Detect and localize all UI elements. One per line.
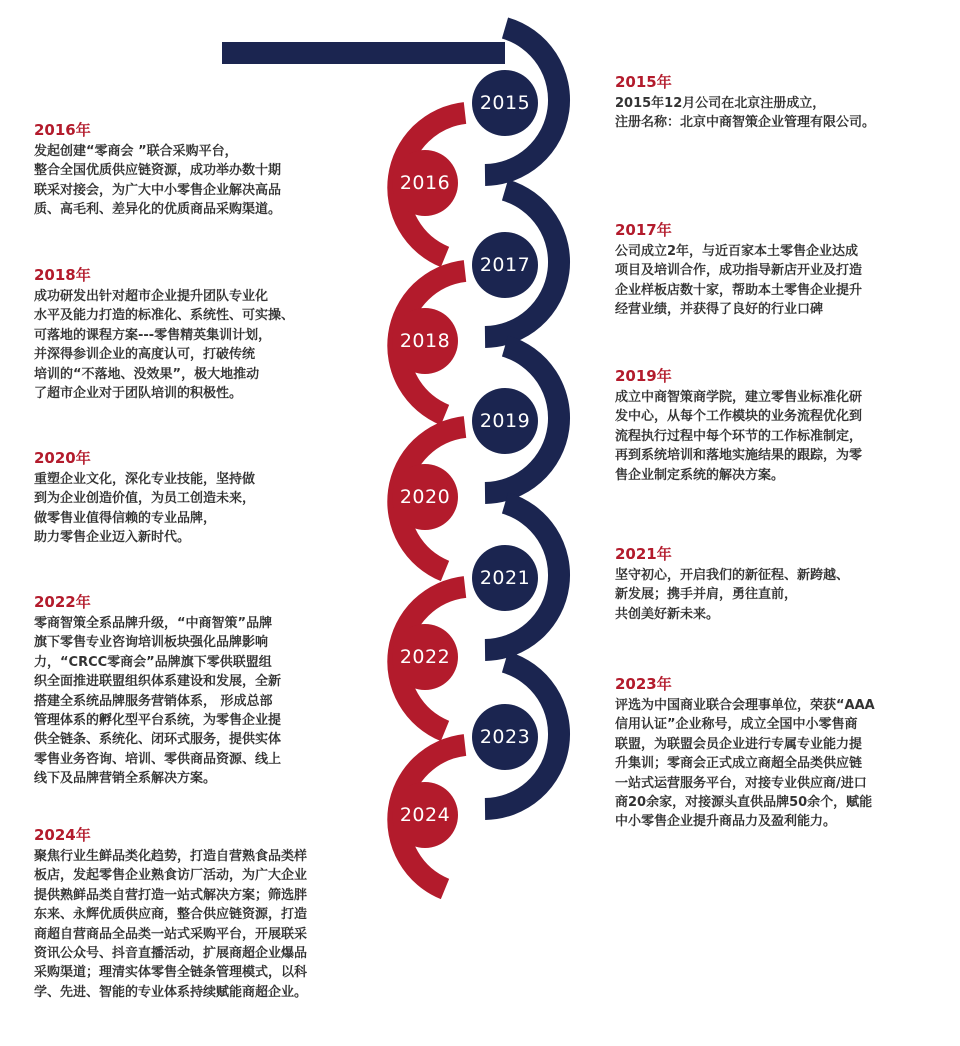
year-node-label: 2018 (399, 330, 451, 352)
milestone-2021 (615, 544, 945, 624)
milestone-2023 (615, 674, 945, 832)
milestone-year: 2015年 (615, 73, 672, 91)
year-node-2018 (392, 308, 458, 374)
year-node-2015 (472, 70, 538, 136)
milestone-2015 (615, 72, 955, 133)
year-node-label: 2023 (479, 726, 531, 748)
year-node-2016 (392, 150, 458, 216)
year-node-2022 (392, 624, 458, 690)
year-node-label: 2024 (399, 804, 451, 826)
milestone-description: 成立中商智策商学院，建立零售业标准化研 发中心，从每个工作模块的业务流程优化到 流程执行过程中每个环节的工作标准制定， 再到系统培训和落地实施结果的跟踪，为零 售企业制定系统的解决方案。 (615, 390, 863, 483)
milestone-description: 重塑企业文化，深化专业技能，坚持做 到为企业创造价值，为员工创造未来， 做零售业值得信赖的专业品牌， 助力零售企业迈入新时代。 (34, 472, 256, 546)
year-node-2024 (392, 782, 458, 848)
year-node-label: 2015 (479, 92, 531, 114)
milestone-2020 (34, 448, 364, 548)
year-node-label: 2016 (399, 172, 451, 194)
milestone-year: 2018年 (34, 266, 91, 284)
milestone-description: 成功研发出针对超市企业提升团队专业化 水平及能力打造的标准化、系统性、可实操、 可落地的课程方案---零售精英集训计划， 并深得参训企业的高度认可，打破传统 培训的“不落地、没效果”，极大地推动 了超市企业对于团队培训的积极性。 (34, 289, 295, 402)
milestone-2019 (615, 366, 945, 485)
year-node-2023 (472, 704, 538, 770)
milestone-description: 公司成立2年，与近百家本土零售企业达成 项目及培训合作，成功指导新店开业及打造 企业样板店数十家，帮助本土零售企业提升 经营业绩，并获得了良好的行业口碑 (615, 244, 863, 318)
milestone-year: 2019年 (615, 367, 672, 385)
year-node-2017 (472, 232, 538, 298)
milestone-description: 坚守初心，开启我们的新征程、新跨越、 新发展；携手并肩，勇往直前， 共创美好新未来。 (615, 568, 850, 622)
milestone-year: 2023年 (615, 675, 672, 693)
year-node-label: 2017 (479, 254, 531, 276)
milestone-description: 评选为中国商业联合会理事单位，荣获“AAA 信用认证”企业称号，成立全国中小零售商 联盟，为联盟会员企业进行专属专业能力提 升集训；零商会正式成立商超全品类供应链 一站式运营服务平台，对接专业供应商/进口 商20余家，对接源头直供品牌50余个，赋能 中小零售企业提升商品力及盈利能力。 (615, 698, 875, 830)
milestone-2016 (34, 120, 364, 220)
milestone-2017 (615, 220, 945, 320)
milestone-description: 发起创建“零商会 ”联合采购平台， 整合全国优质供应链资源，成功举办数十期 联采对接会，为广大中小零售企业解决高品 质、高毛利、差异化的优质商品采购渠道。 (34, 144, 282, 218)
milestone-2018 (34, 265, 364, 403)
year-node-2021 (472, 545, 538, 611)
milestone-year: 2024年 (34, 826, 91, 844)
milestone-2022 (34, 592, 364, 789)
milestone-year: 2017年 (615, 221, 672, 239)
milestone-description: 零商智策全系品牌升级，“中商智策”品牌 旗下零售专业咨询培训板块强化品牌影响 力，“CRCC零商会”品牌旗下零供联盟组 织全面推进联盟组织体系建设和发展，全新 搭建全系统品牌服务营销体系， 形成总部 管理体系的孵化型平台系统，为零售企业提 供全链条、系统化、闭环式服务，提供实体 零售业务咨询、培训、零供商品资源、线上 线下及品牌营销全系解决方案。 (34, 616, 282, 787)
milestone-description: 2015年12月公司在北京注册成立， 注册名称：北京中商智策企业管理有限公司。 (615, 96, 876, 131)
milestone-year: 2016年 (34, 121, 91, 139)
year-node-2019 (472, 388, 538, 454)
milestone-year: 2022年 (34, 593, 91, 611)
year-node-2020 (392, 464, 458, 530)
year-node-label: 2019 (479, 410, 531, 432)
milestone-year: 2020年 (34, 449, 91, 467)
year-node-label: 2020 (399, 486, 451, 508)
milestone-2024 (34, 825, 379, 1002)
year-node-label: 2022 (399, 646, 451, 668)
year-node-label: 2021 (479, 567, 531, 589)
milestone-year: 2021年 (615, 545, 672, 563)
milestone-description: 聚焦行业生鲜品类化趋势，打造自营熟食品类样 板店，发起零售企业熟食访厂活动，为广大企业 提供熟鲜品类自营打造一站式解决方案；筛选胖 东来、永辉优质供应商，整合供应链资源，打造 商超自营商品全品类一站式采购平台，开展联采 资讯公众号、抖音直播活动，扩展商超企业爆品 采购渠道；理清实体零售全链条管理模式，以科 学、先进、智能的专业体系持续赋能商超企业。 (34, 849, 308, 1000)
